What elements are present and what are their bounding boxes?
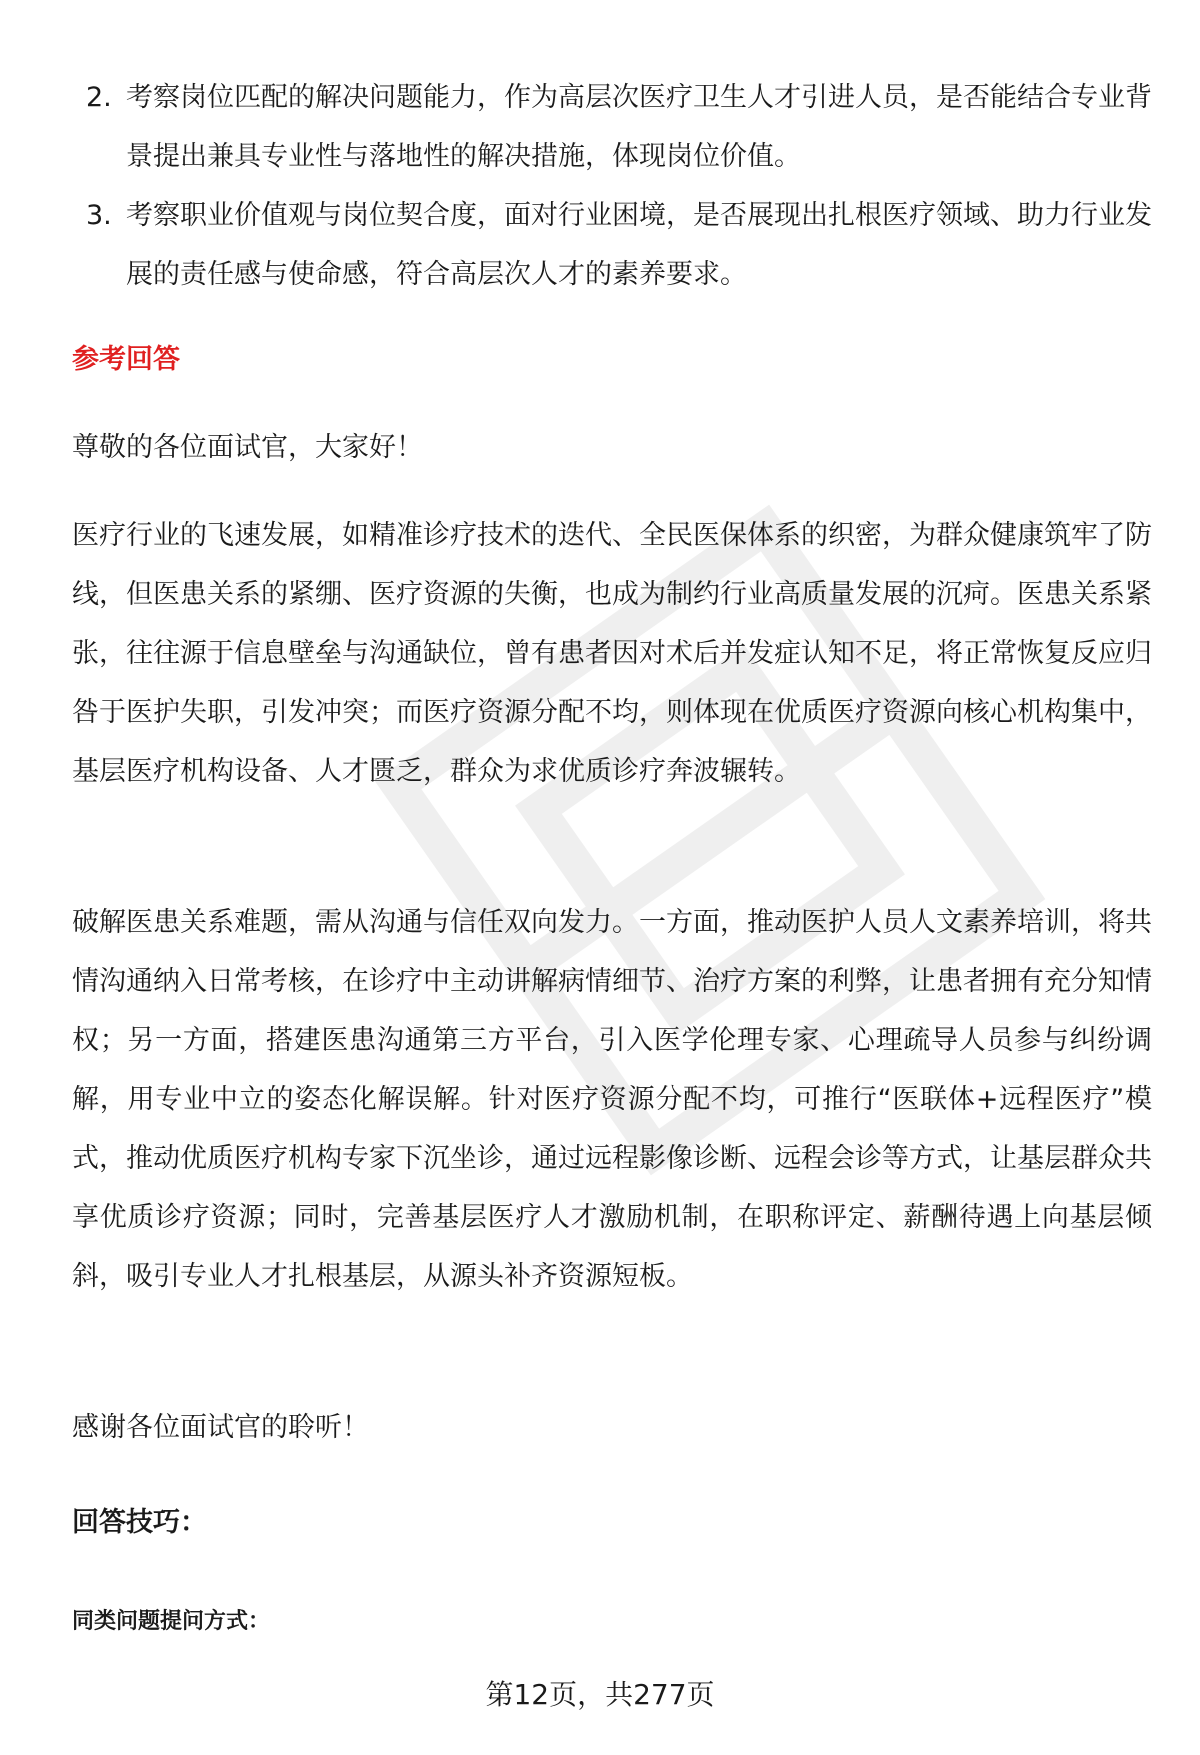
answer-tips-heading: 回答技巧：	[72, 1507, 207, 1538]
list-item-text: 考察岗位匹配的解决问题能力，作为高层次医疗卫生人才引进人员，是否能结合专业背景提出兼具专业性与落地性的解决措施，体现岗位价值。	[126, 82, 1152, 172]
greeting-paragraph: 尊敬的各位面试官，大家好！	[72, 432, 423, 463]
answer-paragraph-1: 医疗行业的飞速发展，如精准诊疗技术的迭代、全民医保体系的织密，为群众健康筑牢了防线，但医患关系的紧绷、医疗资源的失衡，也成为制约行业高质量发展的沉疴。医患关系紧张，往往源于信息壁垒与沟通缺位，曾有患者因对术后并发症认知不足，将正常恢复反应归咎于医护失职，引发冲突；而医疗资源分配不均，则体现在优质医疗资源向核心机构集中，基层医疗机构设备、人才匮乏，群众为求优质诊疗奔波辗转。	[72, 520, 1152, 787]
list-item-text: 考察职业价值观与岗位契合度，面对行业困境，是否展现出扎根医疗领域、助力行业发展的责任感与使命感，符合高层次人才的素养要求。	[126, 200, 1152, 290]
thanks-paragraph: 感谢各位面试官的聆听！	[72, 1412, 369, 1443]
list-item-number: 2.	[86, 82, 112, 113]
list-item-number: 3.	[86, 200, 112, 231]
answer-paragraph-2: 破解医患关系难题，需从沟通与信任双向发力。一方面，推动医护人员人文素养培训，将共情沟通纳入日常考核，在诊疗中主动讲解病情细节、治疗方案的利弊，让患者拥有充分知情权；另一方面，搭建医患沟通第三方平台，引入医学伦理专家、心理疏导人员参与纠纷调解，用专业中立的姿态化解误解。针对医疗资源分配不均，可推行“医联体+远程医疗”模式，推动优质医疗机构专家下沉坐诊，通过远程影像诊断、远程会诊等方式，让基层群众共享优质诊疗资源；同时，完善基层医疗人才激励机制，在职称评定、薪酬待遇上向基层倾斜，吸引专业人才扎根基层，从源头补齐资源短板。	[72, 907, 1152, 1292]
list-item	[72, 186, 1152, 304]
similar-questions-heading: 同类问题提问方式：	[72, 1609, 271, 1634]
list-item	[72, 68, 1152, 186]
criteria-list	[72, 68, 1152, 304]
reference-answer-heading: 参考回答	[72, 344, 180, 375]
page-number-footer: 第12页，共277页	[485, 1678, 715, 1711]
